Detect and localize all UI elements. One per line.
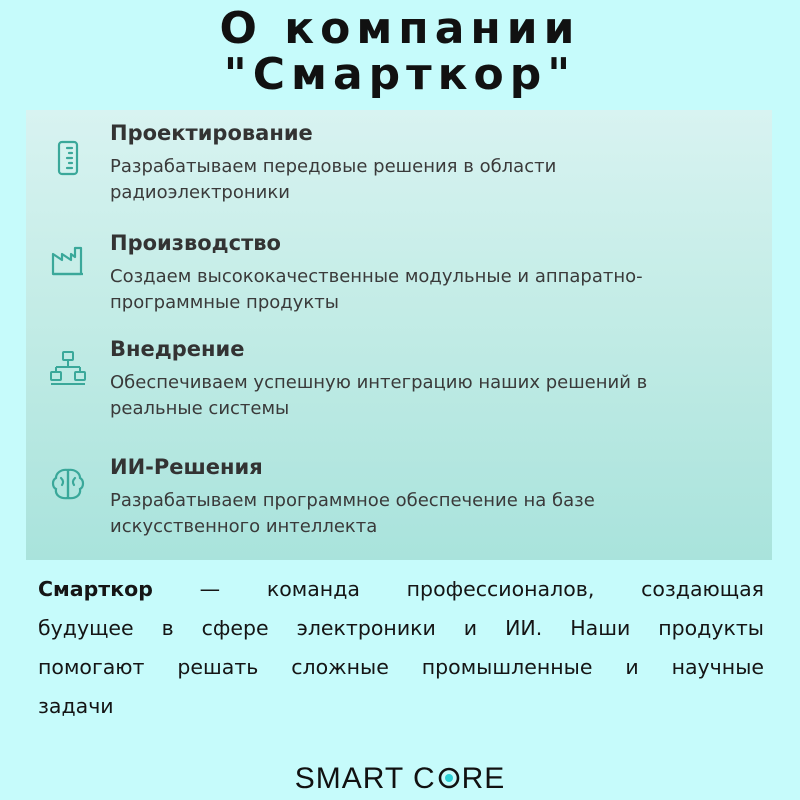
title-line-1: О компании [219, 3, 581, 54]
network-icon [48, 348, 88, 388]
service-description: Разрабатываем передовые решения в области радиоэлектроники [110, 156, 557, 203]
about-company-text [38, 570, 764, 726]
about-line-3: помогают решать сложные промышленные и научные [38, 655, 764, 679]
service-heading: Проектирование [110, 121, 313, 145]
about-line-2: будущее в сфере электроники и ИИ. Наши продукты [38, 616, 764, 640]
logo-o-icon [437, 766, 461, 790]
service-description: Создаем высококачественные модульные и аппаратно- программные продукты [110, 266, 643, 313]
about-line-1: Смарткор — команда профессионалов, создающая [38, 577, 764, 601]
company-name: Смарткор [38, 577, 153, 601]
title-line-2: "Смарткор" [223, 49, 577, 100]
ruler-icon [48, 138, 88, 178]
brain-icon [48, 464, 88, 504]
services-panel [26, 110, 772, 560]
smart-core-logo: SMART C RE [294, 762, 506, 795]
service-description: Разрабатываем программное обеспечение на базе искусственного интеллекта [110, 490, 595, 537]
service-heading: Внедрение [110, 337, 245, 361]
factory-icon [48, 240, 88, 280]
about-line-4: задачи [38, 694, 114, 718]
page-title [0, 3, 800, 100]
service-heading: Производство [110, 231, 281, 255]
service-description: Обеспечиваем успешную интеграцию наших решений в реальные системы [110, 372, 648, 419]
service-heading: ИИ-Решения [110, 455, 263, 479]
